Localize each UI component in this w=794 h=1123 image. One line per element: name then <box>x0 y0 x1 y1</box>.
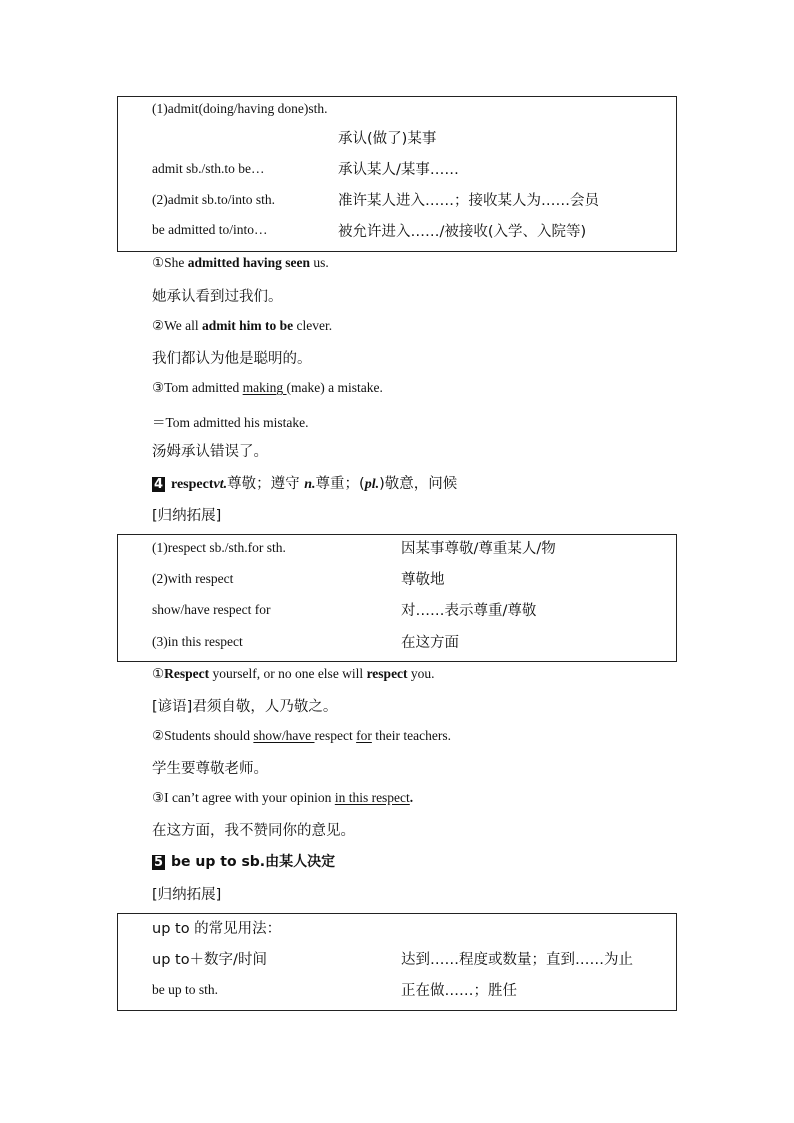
section-5-heading: 5 be up to sb.由某人决定 <box>153 854 336 871</box>
admit-row1-left: (1)admit(doing/having done)sth. <box>152 101 328 116</box>
respect-translation-3: 在这方面，我不赞同你的意见。 <box>152 823 355 839</box>
respect-row2-left: (2)with respect <box>152 571 234 586</box>
admit-usage-box <box>117 96 677 252</box>
up-to-row1: up to 的常见用法： <box>152 921 282 937</box>
up-to-row2-left: up to＋数字/时间 <box>152 952 267 968</box>
respect-row4-left: (3)in this respect <box>152 634 243 649</box>
admit-example-1: ①She admitted having seen us. <box>152 255 329 270</box>
admit-example-2: ②We all admit him to be clever. <box>152 318 333 333</box>
admit-row2-left: admit sb./sth.to be… <box>152 161 265 176</box>
admit-translation-1: 她承认看到过我们。 <box>152 289 283 305</box>
up-to-row2-right: 达到……程度或数量；直到……为止 <box>401 952 633 968</box>
respect-example-3: ③I can’t agree with your opinion in this respect. <box>152 790 414 805</box>
section-4-heading: 4 respectvt.尊敬；遵守 n.尊重；(pl.)敬意，问候 <box>153 476 458 493</box>
respect-translation-2: 学生要尊敬老师。 <box>152 761 268 777</box>
up-to-row3-left: be up to sth. <box>152 982 218 997</box>
respect-example-2: ②Students should show/have respect for their teachers. <box>152 728 451 743</box>
admit-example-3-equivalent: ＝Tom admitted his mistake. <box>152 415 309 430</box>
respect-usage-box <box>117 534 677 662</box>
section-5-tag: [归纳拓展] <box>152 887 222 903</box>
respect-translation-1: [谚语]君须自敬，人乃敬之。 <box>152 699 338 715</box>
admit-row3-right: 准许某人进入……；接收某人为……会员 <box>338 193 599 209</box>
respect-row3-right: 对……表示尊重/尊敬 <box>401 603 537 619</box>
section-number-badge: 4 <box>153 477 164 493</box>
up-to-row3-right: 正在做……；胜任 <box>401 983 517 999</box>
admit-translation-2: 我们都认为他是聪明的。 <box>152 351 312 367</box>
section-number-badge: 5 <box>153 855 164 871</box>
respect-row3-left: show/have respect for <box>152 602 271 617</box>
section-4-tag: [归纳拓展] <box>152 508 222 524</box>
respect-row1-left: (1)respect sb./sth.for sth. <box>152 540 286 555</box>
up-to-usage-box <box>117 913 677 1011</box>
admit-row4-left: be admitted to/into… <box>152 222 268 237</box>
admit-row4-right: 被允许进入……/被接收(入学、入院等) <box>338 224 587 240</box>
respect-row2-right: 尊敬地 <box>401 572 445 588</box>
respect-example-1: ①Respect yourself, or no one else will respect you. <box>152 666 435 681</box>
respect-row1-right: 因某事尊敬/尊重某人/物 <box>401 541 556 557</box>
admit-example-3: ③Tom admitted making (make) a mistake. <box>152 380 383 395</box>
admit-row3-left: (2)admit sb.to/into sth. <box>152 192 275 207</box>
respect-row4-right: 在这方面 <box>401 635 459 651</box>
admit-translation-3: 汤姆承认错误了。 <box>152 444 268 460</box>
admit-row1-right: 承认(做了)某事 <box>338 131 437 147</box>
admit-row2-right: 承认某人/某事…… <box>338 162 459 178</box>
